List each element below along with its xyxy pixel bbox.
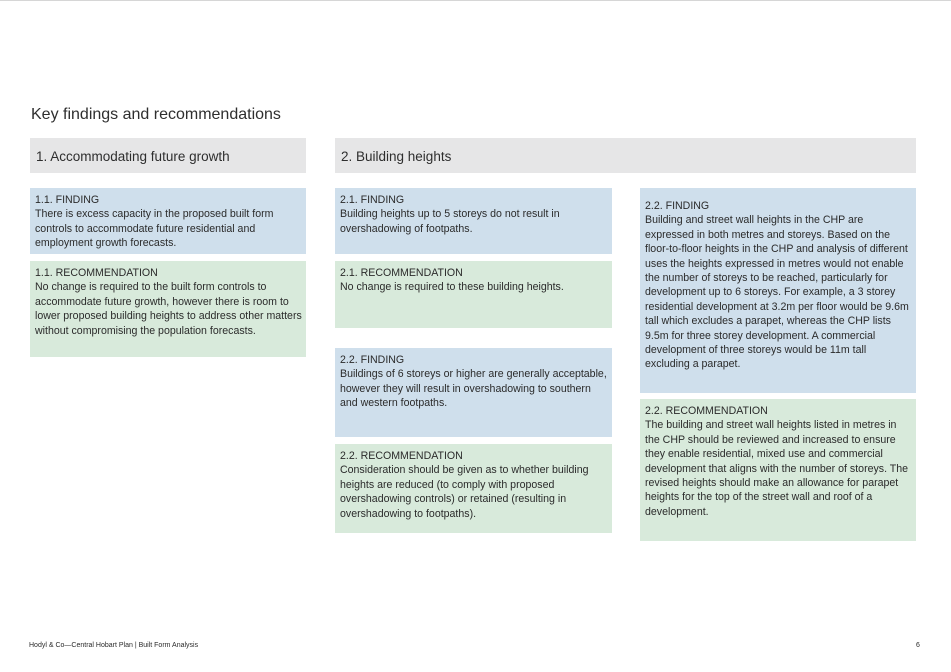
page-title: Key findings and recommendations [31,106,281,123]
recommendation-card-2-1 [335,261,612,328]
recommendation-text: The building and street wall heights listed in metres in the CHP should be reviewed and increased to ensure they enable residential, mixed use and commercial development that aligns with the number of storeys. The revised heights should make an allowance for parapet heights for the top of the street wall and roof of a development. [645,419,909,518]
footer-document-name: Hodyl & Co—Central Hobart Plan | Built Form Analysis [29,642,199,649]
finding-label: 1.1. FINDING [35,194,100,206]
top-rule [0,0,951,1]
recommendation-label: 1.1. RECOMMENDATION [35,267,158,279]
finding-text: Building heights up to 5 storeys do not result in overshadowing of footpaths. [340,208,560,235]
section-heading-building-heights: 2. Building heights [335,138,916,173]
finding-card-2-2b [640,188,916,393]
recommendation-card-2-2b [640,399,916,541]
recommendation-text: No change is required to these building heights. [340,281,564,294]
finding-text: Buildings of 6 storeys or higher are generally acceptable, however they will result in overshadowing to southern and western footpaths. [340,368,607,410]
finding-label: 2.2. FINDING [645,200,710,212]
recommendation-label: 2.1. RECOMMENDATION [340,267,463,279]
finding-card-2-1 [335,188,612,254]
recommendation-text: Consideration should be given as to whether building heights are reduced (to comply with proposed overshadowing controls) or retained (resulting in overshadowing to footpaths). [340,464,589,520]
finding-card-1-1 [30,188,306,254]
recommendation-text: No change is required to the built form controls to accommodate future growth, however there is room to lower proposed building heights to address other matters without compromising the population forecasts. [35,281,302,337]
recommendation-label: 2.2. RECOMMENDATION [645,405,768,417]
finding-text: There is excess capacity in the proposed built form controls to accommodate future residential and employment growth forecasts. [35,208,274,250]
recommendation-card-2-2a [335,444,612,533]
footer-page-number: 6 [916,642,920,649]
recommendation-label: 2.2. RECOMMENDATION [340,450,463,462]
section-heading-growth: 1. Accommodating future growth [30,138,306,173]
finding-card-2-2a [335,348,612,437]
finding-text: Building and street wall heights in the CHP are expressed in both metres and storeys. Based on the floor-to-floor heights in the CHP and analysis of different uses the heights expressed in metres would not enable the number of storeys to be reached, particularly for development up to 6 storeys. For example, a 3 storey residential development at 3.2m per floor would be 9.6m tall which excludes a parapet, whereas the CHP lists 9.5m for three storey development. A commercial development of three storeys would be 11m tall excluding a parapet. [645,214,909,371]
recommendation-card-1-1 [30,261,306,357]
finding-label: 2.2. FINDING [340,354,405,366]
finding-label: 2.1. FINDING [340,194,405,206]
